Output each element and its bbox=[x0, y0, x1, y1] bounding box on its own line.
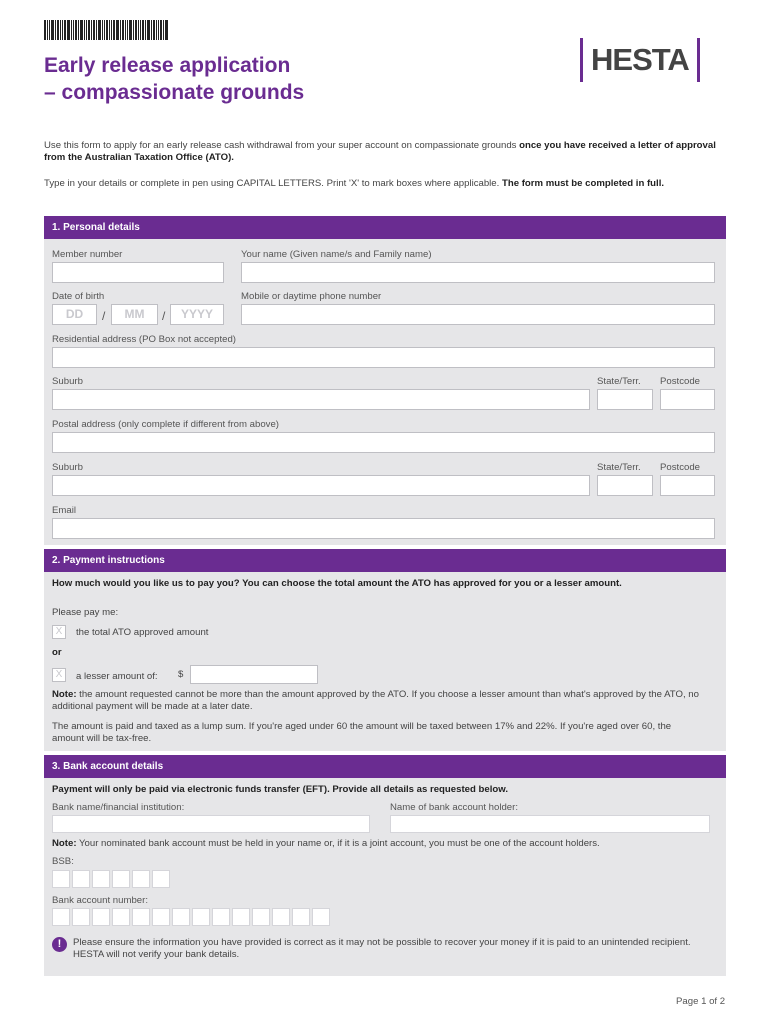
account-number-digit-input[interactable] bbox=[172, 908, 190, 926]
section-payment-instructions-header: 2. Payment instructions bbox=[44, 549, 726, 572]
account-number-cells bbox=[52, 908, 330, 926]
account-number-digit-input[interactable] bbox=[152, 908, 170, 926]
intro-paragraph-1: Use this form to apply for an early release cash withdrawal from your super account on compassionate grounds once you have received a letter of approval from the Australian Taxation Office (ATO). bbox=[44, 140, 716, 163]
phone-label: Mobile or daytime phone number bbox=[241, 291, 382, 302]
account-number-digit-input[interactable] bbox=[112, 908, 130, 926]
member-number-label: Member number bbox=[52, 249, 123, 260]
or-label: or bbox=[52, 647, 62, 658]
bsb-digit-input[interactable] bbox=[152, 870, 170, 888]
please-pay-label: Please pay me: bbox=[52, 607, 119, 618]
account-holder-label: Name of bank account holder: bbox=[390, 802, 518, 813]
your-name-label: Your name (Given name/s and Family name) bbox=[241, 249, 432, 260]
account-number-digit-input[interactable] bbox=[72, 908, 90, 926]
suburb-label: Suburb bbox=[52, 376, 83, 387]
total-amount-label: the total ATO approved amount bbox=[76, 627, 209, 638]
dob-month-input[interactable]: MM bbox=[111, 304, 158, 325]
residential-address-input[interactable] bbox=[52, 347, 715, 368]
account-number-digit-input[interactable] bbox=[292, 908, 310, 926]
postal-postcode-label: Postcode bbox=[660, 462, 701, 473]
postal-suburb-input[interactable] bbox=[52, 475, 590, 496]
hesta-logo: HESTA bbox=[580, 38, 700, 82]
postal-suburb-label: Suburb bbox=[52, 462, 83, 473]
account-number-label: Bank account number: bbox=[52, 895, 148, 906]
phone-input[interactable] bbox=[241, 304, 715, 325]
eft-intro: Payment will only be paid via electronic funds transfer (EFT). Provide all details as requested below. bbox=[52, 784, 509, 795]
bsb-digit-input[interactable] bbox=[92, 870, 110, 888]
bank-warning-text: Please ensure the information you have provided is correct as it may not be possible to recover your money if it is paid to an unintended recipient. HESTA will not verify your bank details. bbox=[73, 937, 691, 960]
dob-label: Date of birth bbox=[52, 291, 105, 302]
account-number-digit-input[interactable] bbox=[132, 908, 150, 926]
account-holder-input[interactable] bbox=[390, 815, 710, 833]
bank-name-label: Bank name/financial institution: bbox=[52, 802, 185, 813]
dob-year-input[interactable]: YYYY bbox=[170, 304, 224, 325]
postcode-label: Postcode bbox=[660, 376, 701, 387]
page-number: Page 1 of 2 bbox=[676, 996, 726, 1007]
section-personal-details-header: 1. Personal details bbox=[44, 216, 726, 239]
section-bank-account-header: 3. Bank account details bbox=[44, 755, 726, 778]
account-number-digit-input[interactable] bbox=[252, 908, 270, 926]
bank-note: Note: Your nominated bank account must be held in your name or, if it is a joint account, you must be one of the account holders. bbox=[52, 838, 600, 849]
email-label: Email bbox=[52, 505, 76, 516]
postal-state-label: State/Terr. bbox=[597, 462, 641, 473]
lesser-amount-input[interactable] bbox=[190, 665, 318, 684]
tax-info: The amount is paid and taxed as a lump sum. If you're aged under 60 the amount will be taxed between 17% and 22%. If you're aged over 60, the amount will be tax-free. bbox=[52, 721, 672, 744]
total-amount-checkbox[interactable]: X bbox=[52, 625, 66, 639]
postcode-input[interactable] bbox=[660, 389, 715, 410]
bsb-digit-input[interactable] bbox=[52, 870, 70, 888]
bsb-digit-input[interactable] bbox=[72, 870, 90, 888]
account-number-digit-input[interactable] bbox=[232, 908, 250, 926]
barcode bbox=[44, 20, 192, 40]
dollar-sign: $ bbox=[178, 669, 184, 680]
payment-note: Note: the amount requested cannot be more than the amount approved by the ATO. If you choose a lesser amount than what's approved by the ATO, no additional payment will be made at a later date. bbox=[52, 689, 699, 712]
postal-address-label: Postal address (only complete if different from above) bbox=[52, 419, 279, 430]
account-number-digit-input[interactable] bbox=[52, 908, 70, 926]
state-label: State/Terr. bbox=[597, 376, 641, 387]
account-number-digit-input[interactable] bbox=[92, 908, 110, 926]
postal-postcode-input[interactable] bbox=[660, 475, 715, 496]
postal-address-input[interactable] bbox=[52, 432, 715, 453]
account-number-digit-input[interactable] bbox=[212, 908, 230, 926]
member-number-input[interactable] bbox=[52, 262, 224, 283]
your-name-input[interactable] bbox=[241, 262, 715, 283]
residential-address-label: Residential address (PO Box not accepted) bbox=[52, 334, 236, 345]
warning-icon: ! bbox=[52, 937, 67, 952]
account-number-digit-input[interactable] bbox=[272, 908, 290, 926]
bank-name-input[interactable] bbox=[52, 815, 370, 833]
account-number-digit-input[interactable] bbox=[312, 908, 330, 926]
bsb-digit-input[interactable] bbox=[132, 870, 150, 888]
state-input[interactable] bbox=[597, 389, 653, 410]
bsb-digit-input[interactable] bbox=[112, 870, 130, 888]
bsb-cells bbox=[52, 870, 170, 888]
page-title: Early release application – compassionate grounds bbox=[44, 54, 305, 104]
postal-state-input[interactable] bbox=[597, 475, 653, 496]
account-number-digit-input[interactable] bbox=[192, 908, 210, 926]
payment-question: How much would you like us to pay you? You can choose the total amount the ATO has approved for you or a lesser amount. bbox=[52, 578, 622, 589]
intro-paragraph-2: Type in your details or complete in pen using CAPITAL LETTERS. Print 'X' to mark boxes where applicable. The form must be completed in full. bbox=[44, 178, 665, 189]
lesser-amount-label: a lesser amount of: bbox=[76, 671, 158, 682]
bsb-label: BSB: bbox=[52, 856, 74, 867]
email-input[interactable] bbox=[52, 518, 715, 539]
dob-day-input[interactable]: DD bbox=[52, 304, 97, 325]
lesser-amount-checkbox[interactable]: X bbox=[52, 668, 66, 682]
suburb-input[interactable] bbox=[52, 389, 590, 410]
